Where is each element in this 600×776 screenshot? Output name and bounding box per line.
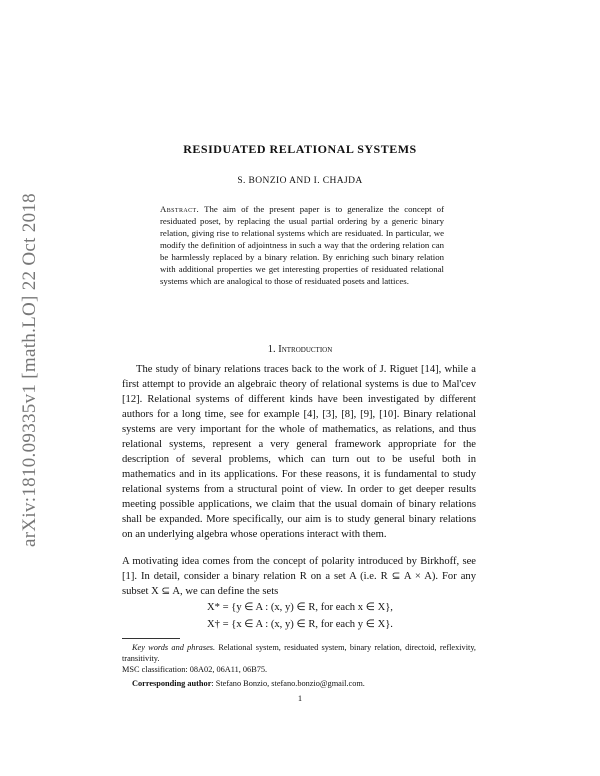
paper-title: RESIDUATED RELATIONAL SYSTEMS bbox=[183, 142, 417, 156]
footnote-msc: MSC classification: 08A02, 06A11, 06B75. bbox=[122, 665, 268, 674]
keywords-text: Relational system, residuated system, binary relation, directoid, reflexivity, transitivity. bbox=[122, 643, 476, 663]
arxiv-identifier-stamp bbox=[14, 170, 46, 570]
footnote-rule bbox=[122, 638, 180, 639]
equation-x-star: X* = {y ∈ A : (x, y) ∈ R, for each x ∈ X}, bbox=[207, 602, 393, 613]
footnote-keywords bbox=[122, 642, 476, 664]
intro-paragraph-1: The study of binary relations traces back to the work of J. Riguet [14], while a first attempt to provide an algebraic theory of relational systems is due to Mal'cev [12]. Relational systems of different kinds have been investigated by different authors for a long time, see for example [4], [3], [8], [9], [10]. Binary relational systems are very important for the whole of mathematics, as relations, and thus relational systems, represent a very general framework appropriate for the description of several problems, which can turn out to be useful both in mathematics and in its applications. For these reasons, it is fundamental to study relational systems from a structural point of view. In order to get deeper results meeting possible applications, we claim that the usual domain of binary relations shall be expanded. More specifically, our aim is to study general binary relations on an underlying algebra whose operations interact with them. bbox=[122, 364, 476, 540]
abstract bbox=[160, 203, 444, 287]
page-number: 1 bbox=[297, 693, 303, 703]
section-number: 1. bbox=[267, 344, 276, 355]
abstract-text: The aim of the present paper is to generalize the concept of residuated poset, by replacing the usual partial ordering by a generic binary relation, giving rise to relational systems which are residuated. In particular, we modify the definition of adjointness in such a way that the ordering relation can be harmlessly replaced by a binary relation. By enriching such binary relation with additional properties we get interesting properties of residuated relational systems which are analogical to those of residuated posets and lattices. bbox=[160, 204, 444, 286]
corresponding-label: Corresponding author bbox=[132, 679, 212, 688]
equation-x-dagger: X† = {x ∈ A : (x, y) ∈ R, for each y ∈ X}. bbox=[207, 619, 393, 630]
section-heading bbox=[0, 344, 600, 355]
arxiv-identifier-text: arXiv:1810.09335v1 [math.LO] 22 Oct 2018 bbox=[19, 193, 41, 547]
footnote-corresponding-author bbox=[122, 678, 476, 689]
intro-paragraph-2: A motivating idea comes from the concept of polarity introduced by Birkhoff, see [1]. In detail, consider a binary relation R on a set A (i.e. R ⊆ A × A). For any subset X ⊆ A, we can define the sets bbox=[122, 556, 476, 597]
abstract-heading: Abstract. bbox=[160, 204, 200, 214]
paper-authors: S. BONZIO AND I. CHAJDA bbox=[237, 176, 363, 186]
keywords-label: Key words and phrases. bbox=[132, 643, 216, 652]
corresponding-text: : Stefano Bonzio, stefano.bonzio@gmail.com. bbox=[211, 679, 365, 688]
section-title: Introduction bbox=[278, 344, 333, 355]
